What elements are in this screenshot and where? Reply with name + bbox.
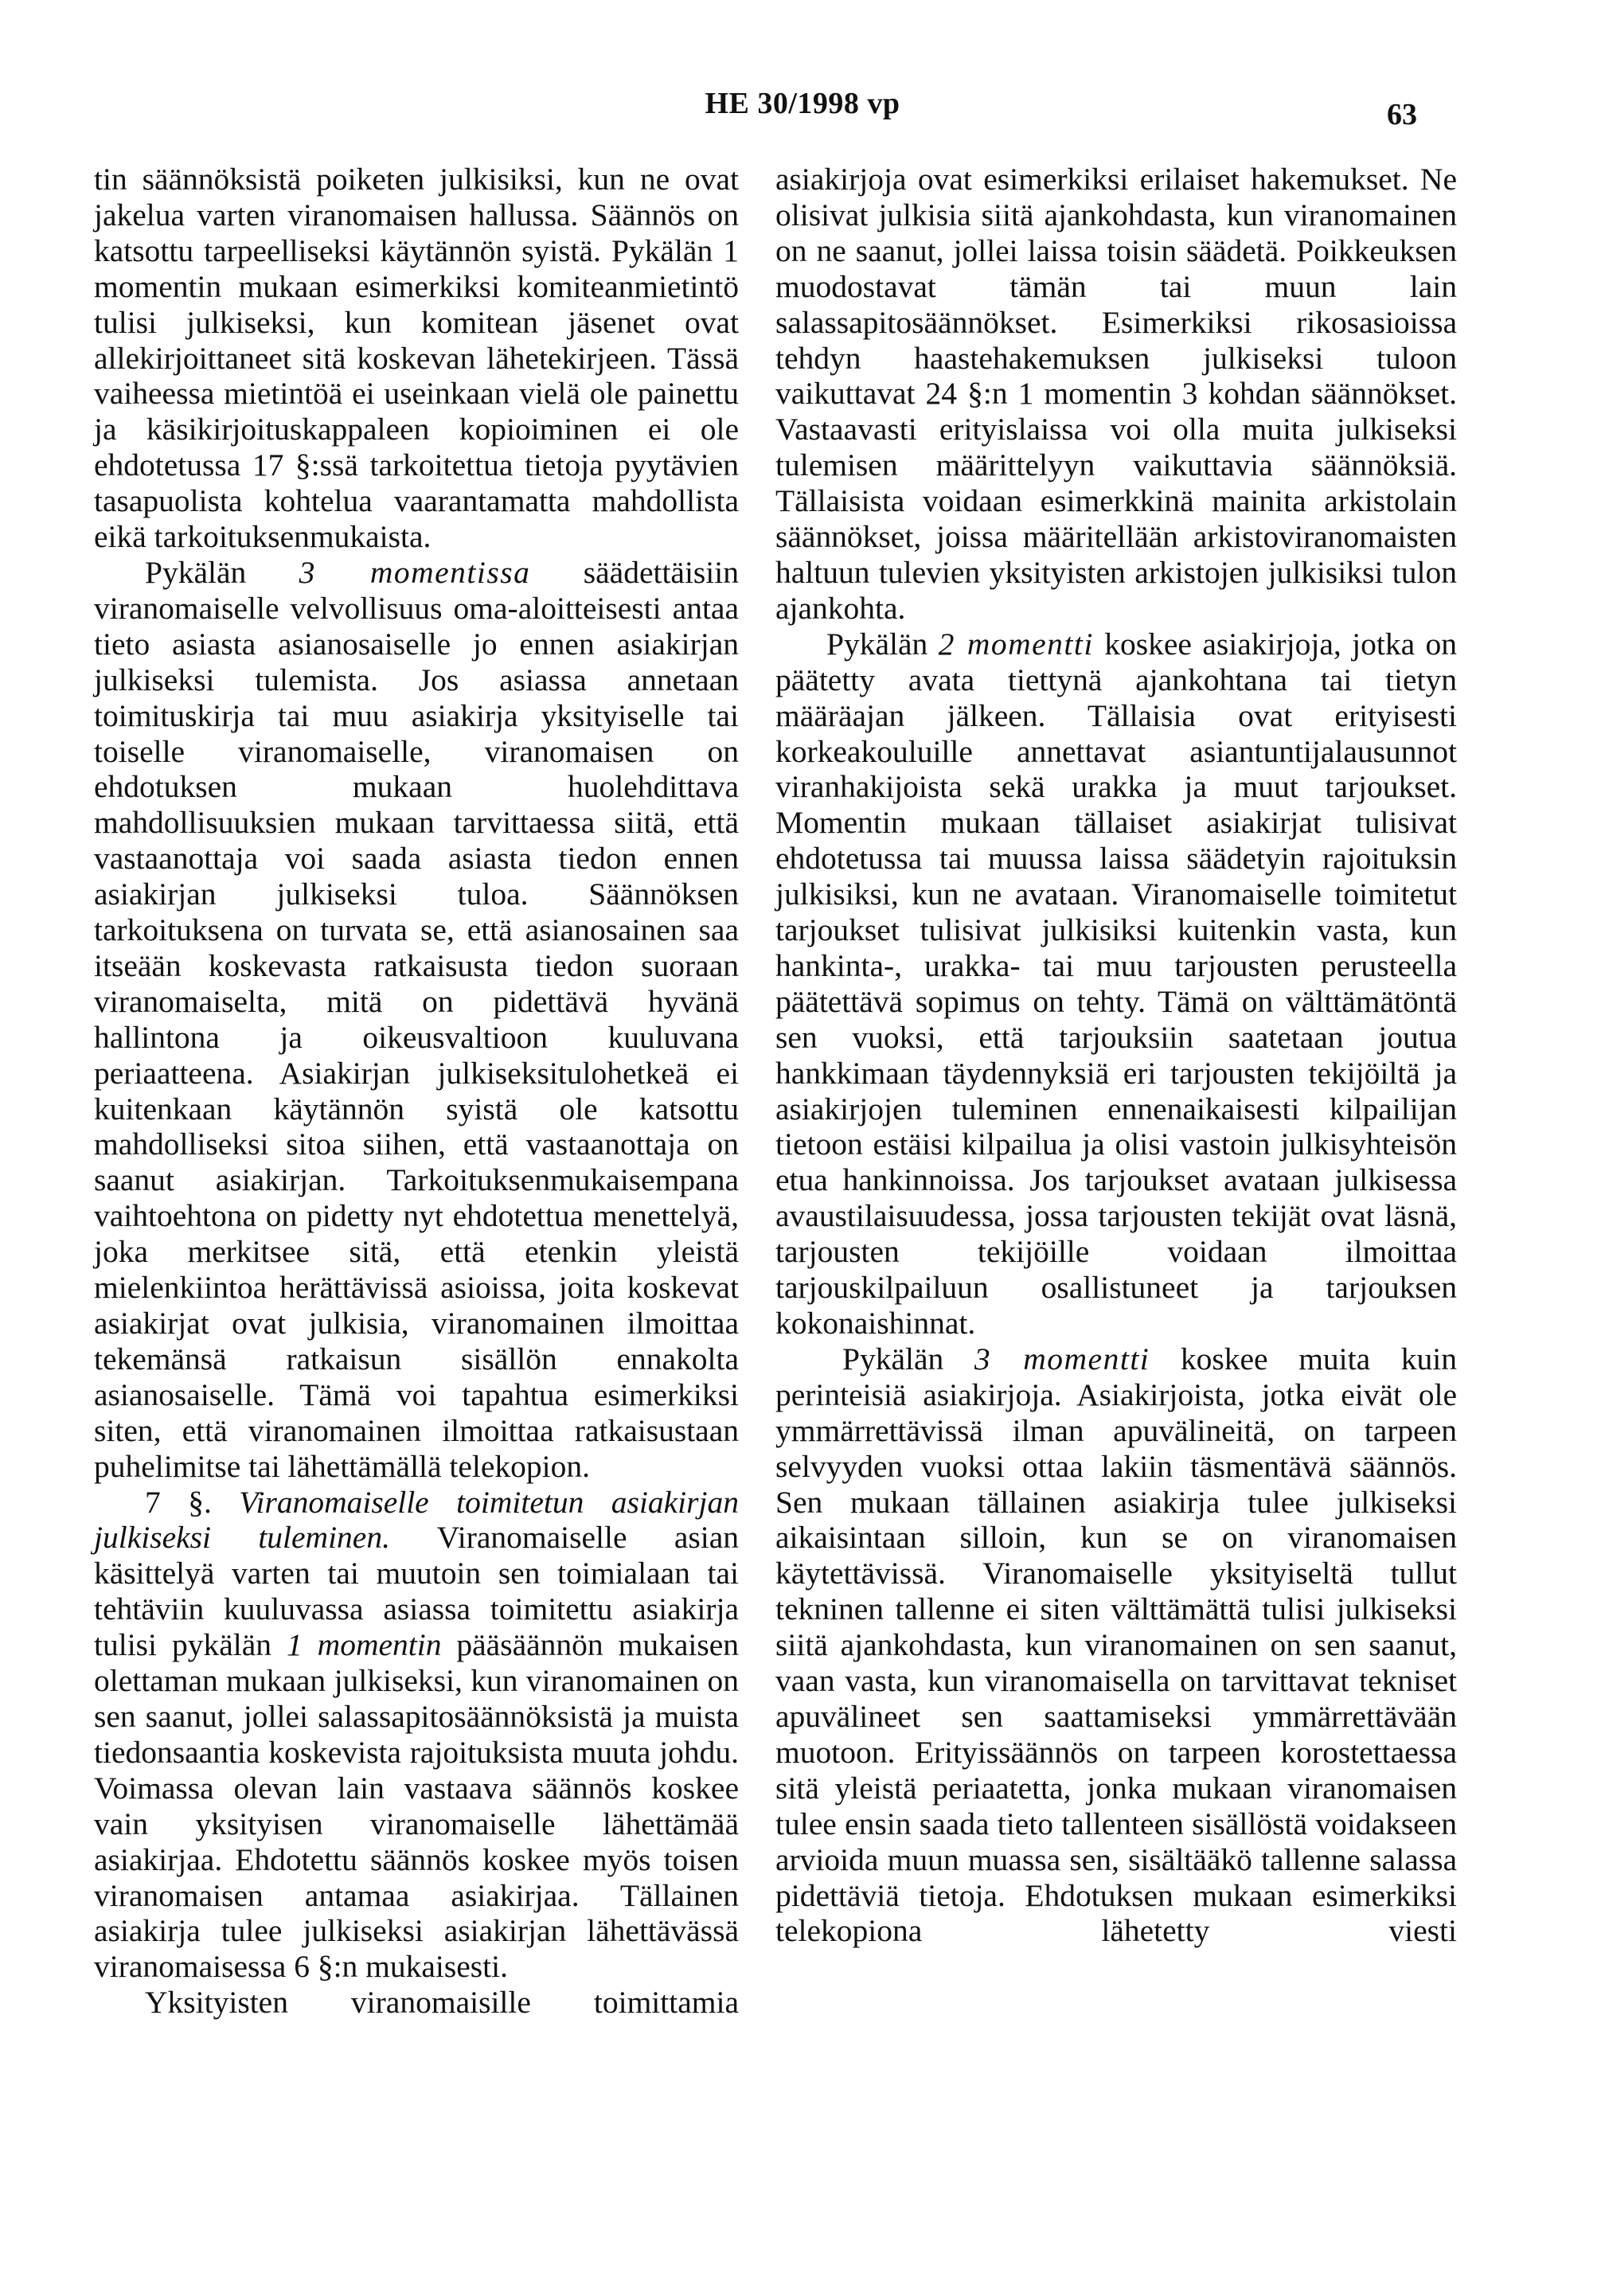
emphasis: 3 momentissa [299, 554, 531, 590]
emphasis: 1 momentin [286, 1627, 442, 1663]
page-header [0, 86, 1605, 134]
paragraph: Pykälän 2 momentti koskee asiakirjoja, jotka on päätetty avata tiettynä ajankohtana tai tietyn määräajan jälkeen. Tällaisia ovat erityisesti korkeakouluille annettavat asiantuntijalausunnot viranhakijoista sekä urakka ja muut tarjoukset. Momentin mukaan tällaiset asiakirjat tulisivat ehdotetussa tai muussa laissa säädetyin rajoituksin julkisiksi, kun ne avataan. Viranomaiselle toimitetut tarjoukset tulisivat julkisiksi kuitenkin vasta, kun hankinta-, urakka- tai muu tarjousten perusteella päätettävä sopimus on tehty. Tämä on välttämätöntä sen vuoksi, että tarjouksiin saatetaan joutua hankkimaan täydennyksiä eri tarjousten tekijöiltä ja asiakirjojen tuleminen ennenaikaisesti kilpailijan tietoon estäisi kilpailua ja olisi vastoin julkisyhteisön etua hankinnoissa. Jos tarjoukset avataan julkisessa avaustilaisuudessa, jossa tarjousten tekijät ovat läsnä, tarjousten tekijöille voidaan ilmoittaa tarjouskilpailuun osallistuneet ja tarjouksen kokonaishinnat. [775, 626, 1458, 1341]
page-number: 63 [1387, 98, 1417, 131]
paragraph: Yksityisten viranomaisille toimittamia [145, 1985, 739, 2021]
emphasis: 2 momentti [938, 626, 1094, 662]
paragraph: Pykälän 3 momentissa säädettäisiin viranomaiselle velvollisuus oma-aloitteisesti antaa tieto asiasta asianosaiselle jo ennen asiakirjan julkiseksi tulemista. Jos asiassa annetaan toimituskirja tai muu asiakirja yksityiselle tai toiselle viranomaiselle, viranomaisen on ehdotuksen mukaan huolehdittava mahdollisuuksien mukaan tarvittaessa siitä, että vastaanottaja voi saada asiasta tiedon ennen asiakirjan julkiseksi tuloa. Säännöksen tarkoituksena on turvata se, että asianosainen saa itseään koskevasta ratkaisusta tiedon suoraan viranomaiselta, mitä on pidettävä hyvänä hallintona ja oikeusvaltioon kuuluvana periaatteena. Asiakirjan julkiseksitulohetkeä ei kuitenkaan käytännön syistä ole katsottu mahdolliseksi sitoa siihen, että vastaanottaja on saanut asiakirjan. Tarkoituksenmukaisempana vaihtoehtona on pidetty nyt ehdotettua menettelyä, joka merkitsee sitä, että etenkin yleistä mielenkiintoa herättävissä asioissa, joita koskevat asiakirjat ovat julkisia, viranomainen ilmoittaa tekemänsä ratkaisun sisällön ennakolta asianosaiselle. Tämä voi tapahtua esimerkiksi siten, että viranomainen ilmoittaa ratkaisustaan puhelimitse tai lähettämällä telekopion. [94, 554, 740, 1484]
emphasis: 3 momentti [974, 1341, 1150, 1376]
section-heading: Viranomaiselle toimitetun asiakirjan julkiseksi tuleminen. [94, 1484, 739, 1556]
paragraph: tin säännöksistä poiketen julkisiksi, kun ne ovat jakelua varten viranomaisen hallussa. Säännös on katsottu tarpeelliseksi käytännön syistä. Pykälän 1 momentin mukaan esimerkiksi komiteanmietintö tulisi julkiseksi, kun komitean jäsenet ovat allekirjoittaneet sitä koskevan lähetekirjeen. Tässä vaiheessa mietintöä ei useinkaan vielä ole painettu ja käsikirjoituskappaleen kopioiminen ei ole ehdotetussa 17 §:ssä tarkoitettua tietoja pyytävien tasapuolista kohtelua vaarantamatta mahdollista eikä tarkoituksenmukaista. [94, 162, 739, 555]
paragraph: asiakirjoja ovat esimerkiksi erilaiset hakemukset. Ne olisivat julkisia siitä ajankohdasta, kun viranomainen on ne saanut, jollei laissa toisin säädetä. Poikkeuksen muodostavat tämän tai muun lain salassapitosäännökset. Esimerkiksi rikosasioissa tehdyn haastehakemuksen julkiseksi tuloon vaikuttavat 24 §:n 1 momentin 3 kohdan säännökset. Vastaavasti erityislaissa voi olla muita julkiseksi tulemisen määrittelyyn vaikuttavia säännöksiä. Tällaisista voidaan esimerkkinä mainita arkistolain säännökset, joissa määritellään arkistoviranomaisten haltuun tulevien yksityisten arkistojen julkisiksi tulon ajankohta. [775, 162, 1457, 626]
paragraph: Pykälän 3 momentti koskee muita kuin perinteisiä asiakirjoja. Asiakirjoista, jotka eivät ole ymmärrettävissä ilman apuvälineitä, on tarpeen selvyyden vuoksi ottaa lakiin täsmentävä säännös. Sen mukaan tällainen asiakirja tulee julkiseksi aikaisintaan silloin, kun se on viranomaisen käytettävissä. Viranomaiselle yksityiseltä tullut tekninen tallenne ei siten välttämättä tulisi julkiseksi siitä ajankohdasta, kun viranomainen on sen saanut, vaan vasta, kun viranomaisella on tarvittavat tekniset apuvälineet sen saattamiseksi ymmärrettävään muotoon. Erityissäännös on tarpeen korostettaessa sitä yleistä periaatetta, jonka mukaan viranomaisen tulee ensin saada tieto tallenteen sisällöstä voidakseen arvioida muun muassa sen, sisältääkö tallenne salassa pidettäviä tietoja. Ehdotuksen mukaan esimerkiksi telekopiona lähetetty viesti [775, 1341, 1458, 1949]
running-title: HE 30/1998 vp [705, 87, 900, 120]
paragraph: 7 §. Viranomaiselle toimitetun asiakirjan julkiseksi tuleminen. Viranomaiselle asian käsittelyä varten tai muutoin sen toimialaan tai tehtäviin kuuluvassa asiassa toimitettu asiakirja tulisi pykälän 1 momentin pääsäännön mukaisen olettaman mukaan julkiseksi, kun viranomainen on sen saanut, jollei salassapitosäännöksistä ja muista tiedonsaantia koskevista rajoituksista muuta johdu. Voimassa olevan lain vastaava säännös koskee vain yksityisen viranomaiselle lähettämää asiakirjaa. Ehdotettu säännös koskee myös toisen viranomaisen antamaa asiakirjaa. Tällainen asiakirja tulee julkiseksi asiakirjan lähettävässä viranomaisessa 6 §:n mukaisesti. [94, 1484, 739, 1985]
right-column [775, 162, 1457, 1949]
left-column [94, 162, 739, 2021]
